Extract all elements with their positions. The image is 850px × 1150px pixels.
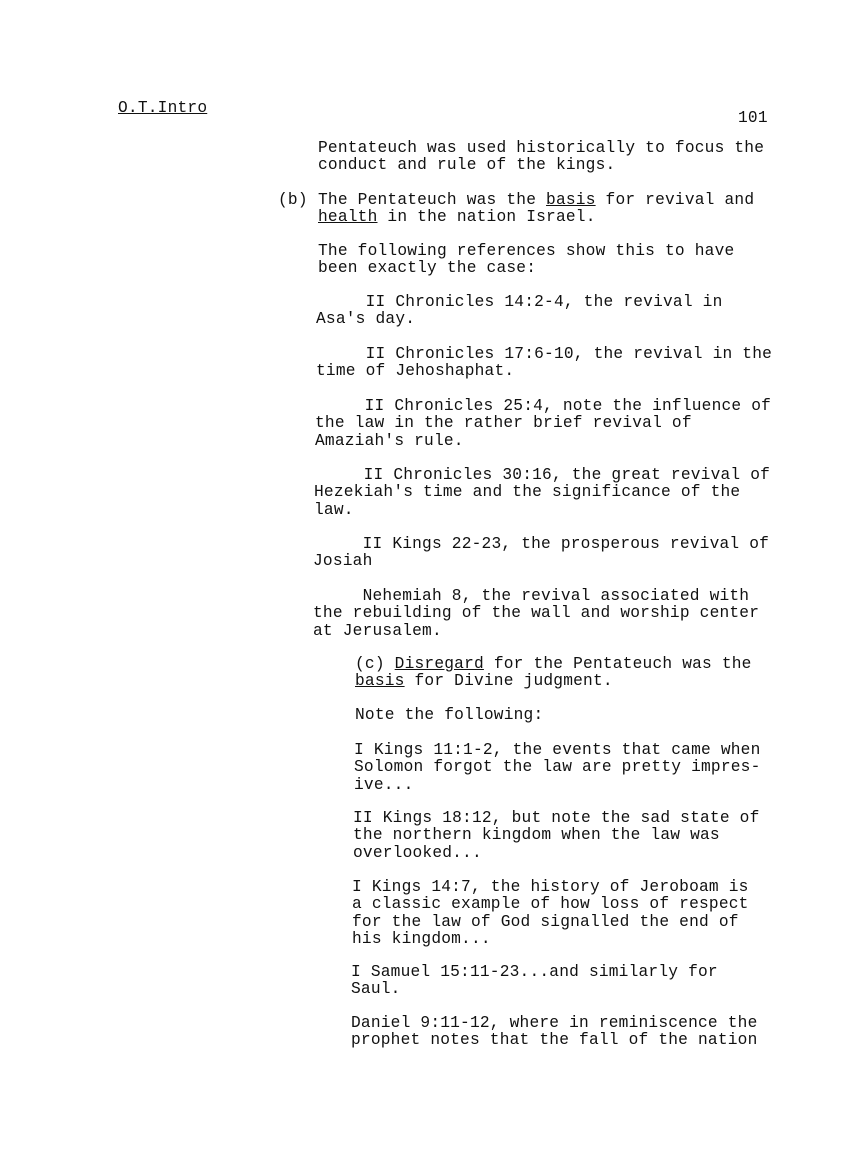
text-line: Solomon forgot the law are pretty impres- [354,758,761,777]
text-line: conduct and rule of the kings. [318,156,616,175]
underlined-basis: basis [546,191,596,209]
text-line: his kingdom... [352,930,491,949]
text-line: the law in the rather brief revival of [315,414,692,433]
text-line: The following references show this to have [318,242,735,260]
text-line: I Kings 14:7, the history of Jeroboam is [352,878,749,896]
text-line: Josiah [313,552,373,571]
underlined-disregard: Disregard [394,655,484,673]
reference-2chr-30 [314,467,770,519]
text-run: for the Pentateuch was the [483,655,752,673]
text-line: Pentateuch was used historically to focus the [318,139,765,157]
page-number: 101 [738,109,768,127]
item-b-marker: (b) [278,191,308,209]
reference-2kings-22 [313,536,769,571]
text-line: law. [314,500,354,519]
text-run: for revival and [595,191,755,209]
text-line: a classic example of how loss of respect [352,895,749,914]
reference-1samuel-15 [351,964,718,999]
underlined-health: health [318,208,378,227]
text-line: Amaziah's rule. [315,431,464,450]
text-line: Daniel 9:11-12, where in reminiscence the [351,1014,758,1032]
text-line: at Jerusalem. [313,621,442,640]
paragraph-continuation [318,140,764,175]
text-line: Saul. [351,980,401,999]
section-header: O.T.Intro [118,99,208,117]
reference-daniel-9 [351,1015,757,1050]
reference-1kings-14 [352,879,749,949]
text-line: ive... [354,775,414,794]
text-run: The Pentateuch was the [318,191,547,209]
reference-nehemiah-8 [313,588,759,640]
reference-2kings-18 [353,810,759,862]
text-line: II Chronicles 14:2-4, the revival in [316,293,723,311]
reference-1kings-11 [354,742,760,794]
text-run: in the nation Israel. [377,208,596,227]
reference-2chr-25 [315,398,771,450]
text-line: for the law of God signalled the end of [352,912,739,931]
text-line: been exactly the case: [318,259,537,278]
text-line: II Kings 18:12, but note the sad state of [353,809,760,827]
text-line: II Chronicles 30:16, the great revival of [314,466,771,484]
text-line: I Samuel 15:11-23...and similarly for [351,963,718,981]
text-line: I Kings 11:1-2, the events that came when [354,741,761,759]
text-line: Nehemiah 8, the revival associated with [313,587,750,605]
text-line: II Chronicles 17:6-10, the revival in the [316,345,773,363]
text-line: the northern kingdom when the law was [353,826,720,845]
text-line: the rebuilding of the wall and worship center [313,604,760,623]
reference-2chr-17 [316,346,772,381]
text-line: prophet notes that the fall of the nation [351,1031,758,1050]
reference-2chr-14 [316,294,722,329]
text-line: overlooked... [353,843,482,862]
text-line: Hezekiah's time and the significance of the [314,483,741,502]
note-following [355,707,543,724]
item-b-text [318,192,754,227]
paragraph-references-intro [318,243,734,278]
text-line: Note the following: [355,706,544,724]
underlined-basis: basis [355,672,405,691]
text-line: time of Jehoshaphat. [316,362,515,381]
text-line: Asa's day. [316,310,416,329]
text-line: II Chronicles 25:4, note the influence of [315,397,772,415]
item-c-text [355,656,752,691]
text-run: for Divine judgment. [404,672,613,691]
item-c-marker: (c) [355,655,385,673]
text-line: II Kings 22-23, the prosperous revival of [313,535,770,553]
